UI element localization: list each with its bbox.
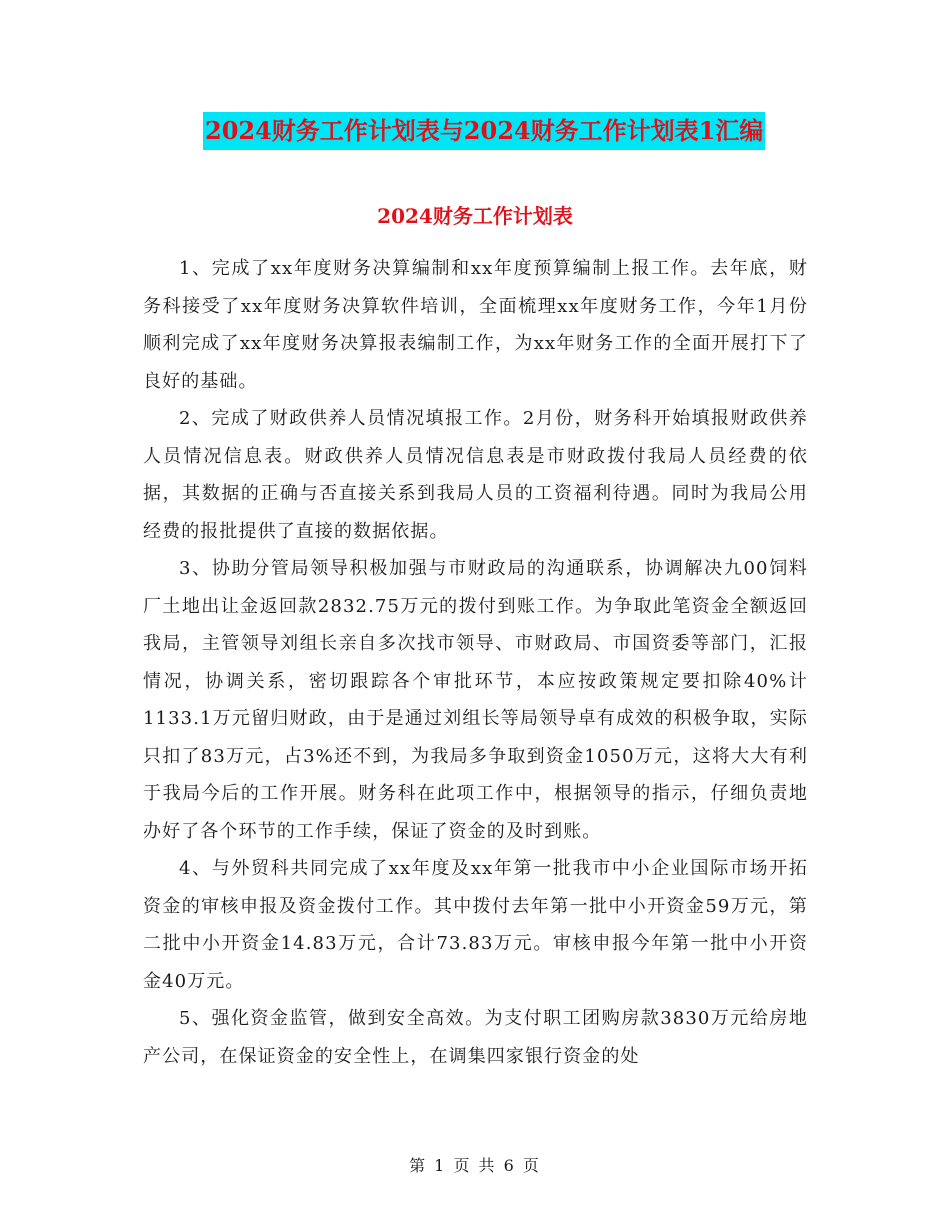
page-number-footer: 第 1 页 共 6 页 (409, 1156, 541, 1175)
document-title: 2024财务工作计划表与2024财务工作计划表1汇编 (203, 112, 765, 150)
document-body (143, 250, 808, 1075)
paragraph-2: 2、完成了财政供养人员情况填报工作。2月份，财务科开始填报财政供养人员情况信息表。财政供养人员情况信息表是市财政拨付我局人员经费的依据，其数据的正确与否直接关系到我局人员的工资福利待遇。同时为我局公用经费的报批提供了直接的数据依据。 (143, 408, 808, 542)
paragraph-5: 5、强化资金监管，做到安全高效。为支付职工团购房款3830万元给房地产公司，在保证资金的安全性上，在调集四家银行资金的处 (143, 1008, 808, 1067)
paragraph-3: 3、协助分管局领导积极加强与市财政局的沟通联系，协调解决九00饲料厂土地出让金返回款2832.75万元的拨付到账工作。为争取此笔资金全额返回我局，主管领导刘组长亲自多次找市领导、市财政局、市国资委等部门，汇报情况，协调关系，密切跟踪各个审批环节，本应按政策规定要扣除40%计1133.1万元留归财政，由于是通过刘组长等局领导卓有成效的积极争取，实际只扣了83万元，占3%还不到，为我局多争取到资金1050万元，这将大大有利于我局今后的工作开展。财务科在此项工作中，根据领导的指示，仔细负责地办好了各个环节的工作手续，保证了资金的及时到账。 (143, 558, 808, 842)
section-title: 2024财务工作计划表 (377, 204, 573, 228)
paragraph-4: 4、与外贸科共同完成了xx年度及xx年第一批我市中小企业国际市场开拓资金的审核申报及资金拨付工作。其中拨付去年第一批中小开资金59万元，第二批中小开资金14.83万元，合计73.83万元。审核申报今年第一批中小开资金40万元。 (143, 858, 808, 992)
paragraph-1: 1、完成了xx年度财务决算编制和xx年度预算编制上报工作。去年底，财务科接受了xx年度财务决算软件培训，全面梳理xx年度财务工作，今年1月份顺利完成了xx年度财务决算报表编制工作，为xx年财务工作的全面开展打下了良好的基础。 (143, 258, 808, 392)
